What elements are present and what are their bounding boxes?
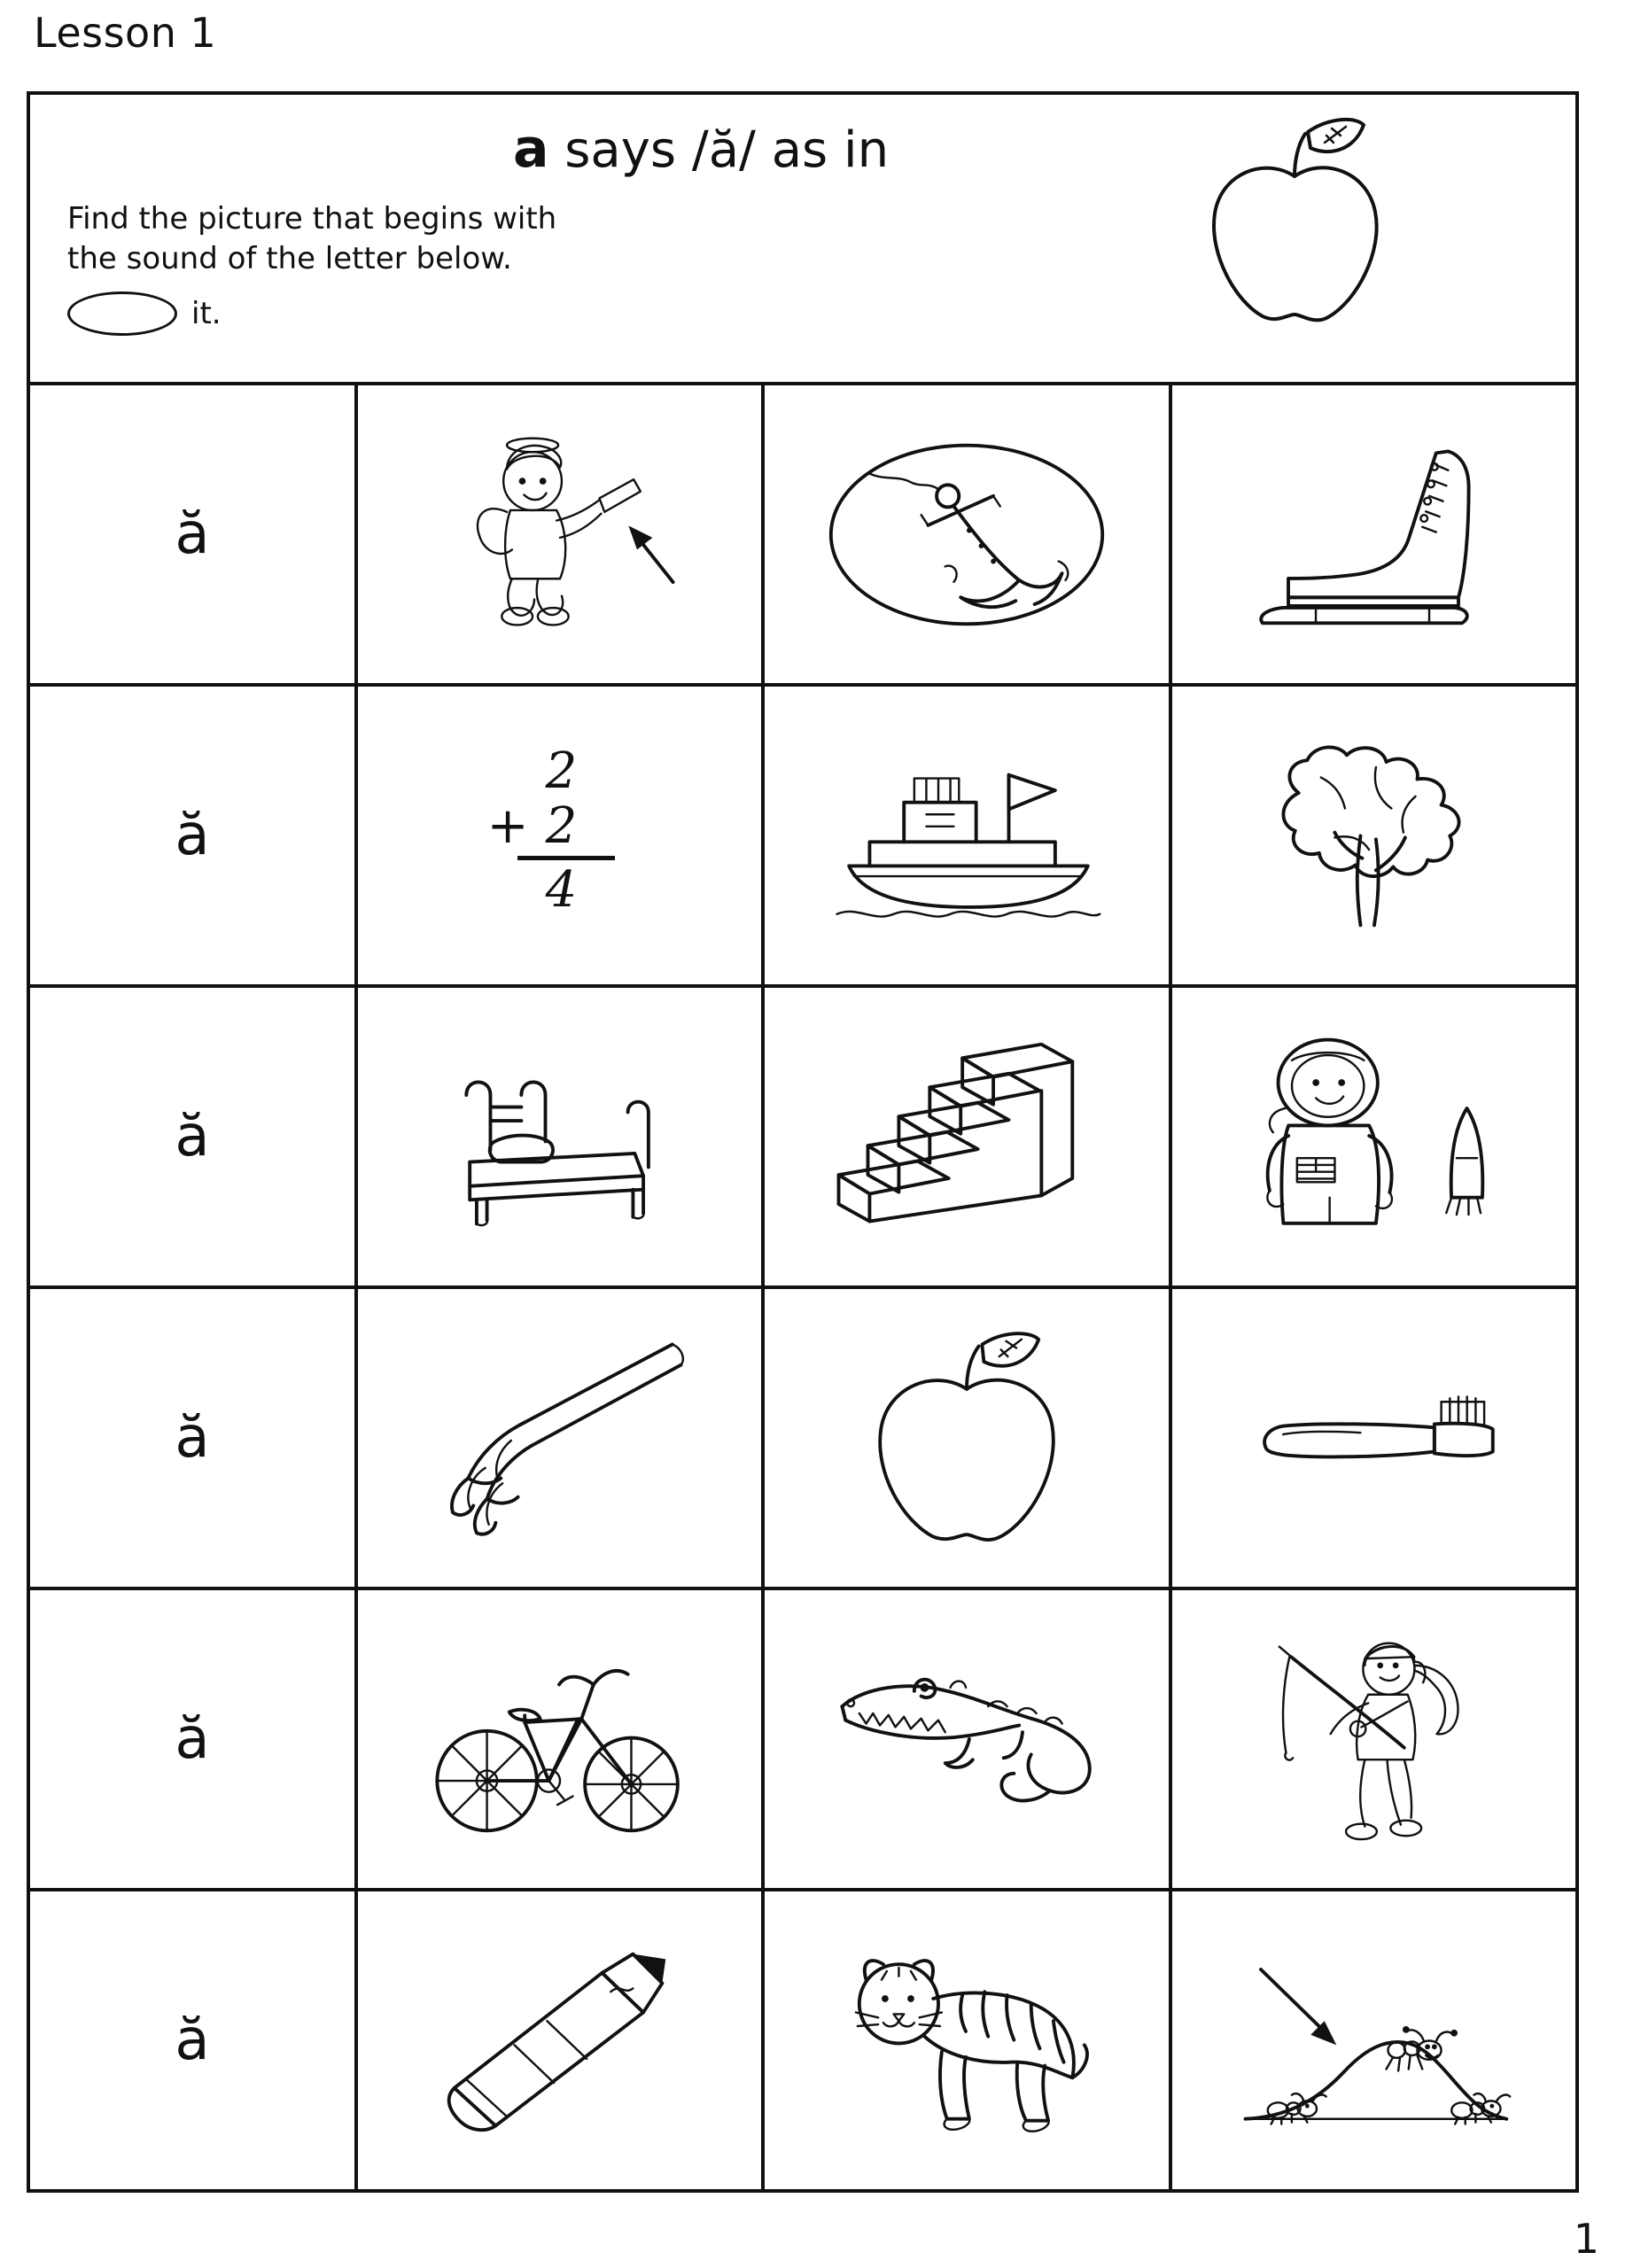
row-letter-3: ă [30, 988, 358, 1285]
table-row [30, 1590, 1575, 1891]
row-letter-6: ă [30, 1891, 358, 2189]
addend-bottom: 2 [545, 797, 578, 855]
bed-picture[interactable] [358, 988, 765, 1285]
sum: 4 [545, 861, 578, 919]
tiger-picture[interactable] [765, 1891, 1171, 2189]
instruction-line-2: the sound of the letter below. [67, 240, 512, 276]
addend-top: 2 [545, 742, 578, 800]
circle-instruction-row [67, 291, 222, 336]
table-row [30, 687, 1575, 988]
stairs-picture[interactable] [765, 988, 1171, 1285]
alligator-picture[interactable] [765, 1590, 1171, 1888]
header-title-letter: a [512, 118, 549, 180]
table-row [30, 1891, 1575, 2189]
toothbrush-picture[interactable] [1172, 1289, 1575, 1587]
instruction-line-1: Find the picture that begins with [67, 201, 557, 237]
picture-grid [30, 385, 1575, 2189]
plus-sign: + [486, 797, 529, 855]
circle-instruction-text: it. [191, 296, 222, 331]
bicycle-picture[interactable] [358, 1590, 765, 1888]
worksheet-header [30, 95, 1575, 385]
ice-skate-picture[interactable] [1172, 385, 1575, 683]
pencil-picture[interactable] [358, 1891, 765, 2189]
boat-picture[interactable] [765, 687, 1171, 984]
apple-icon [1181, 114, 1403, 336]
fishing-girl-picture[interactable] [1172, 1590, 1575, 1888]
apple-picture[interactable] [765, 1289, 1171, 1587]
table-row [30, 385, 1575, 687]
tree-picture[interactable] [1172, 687, 1575, 984]
page-title: Lesson 1 [34, 9, 217, 57]
oval-icon [67, 291, 177, 336]
row-letter-2: ă [30, 687, 358, 984]
row-letter-5: ă [30, 1590, 358, 1888]
table-row [30, 1289, 1575, 1590]
row-letter-4: ă [30, 1289, 358, 1587]
angel-picture[interactable] [358, 385, 765, 683]
ants-picture[interactable] [1172, 1891, 1575, 2189]
row-letter-1: ă [30, 385, 358, 683]
math-rule [517, 856, 615, 860]
rake-picture[interactable] [358, 1289, 765, 1587]
astronaut-picture[interactable] [1172, 988, 1575, 1285]
instructions [67, 199, 556, 279]
page-number: 1 [1573, 2215, 1599, 2263]
worksheet-container [27, 91, 1579, 2193]
addition-picture[interactable] [358, 687, 765, 984]
header-title-rest: says /ă/ as in [564, 121, 890, 179]
table-row [30, 988, 1575, 1289]
anchor-picture[interactable] [765, 385, 1171, 683]
